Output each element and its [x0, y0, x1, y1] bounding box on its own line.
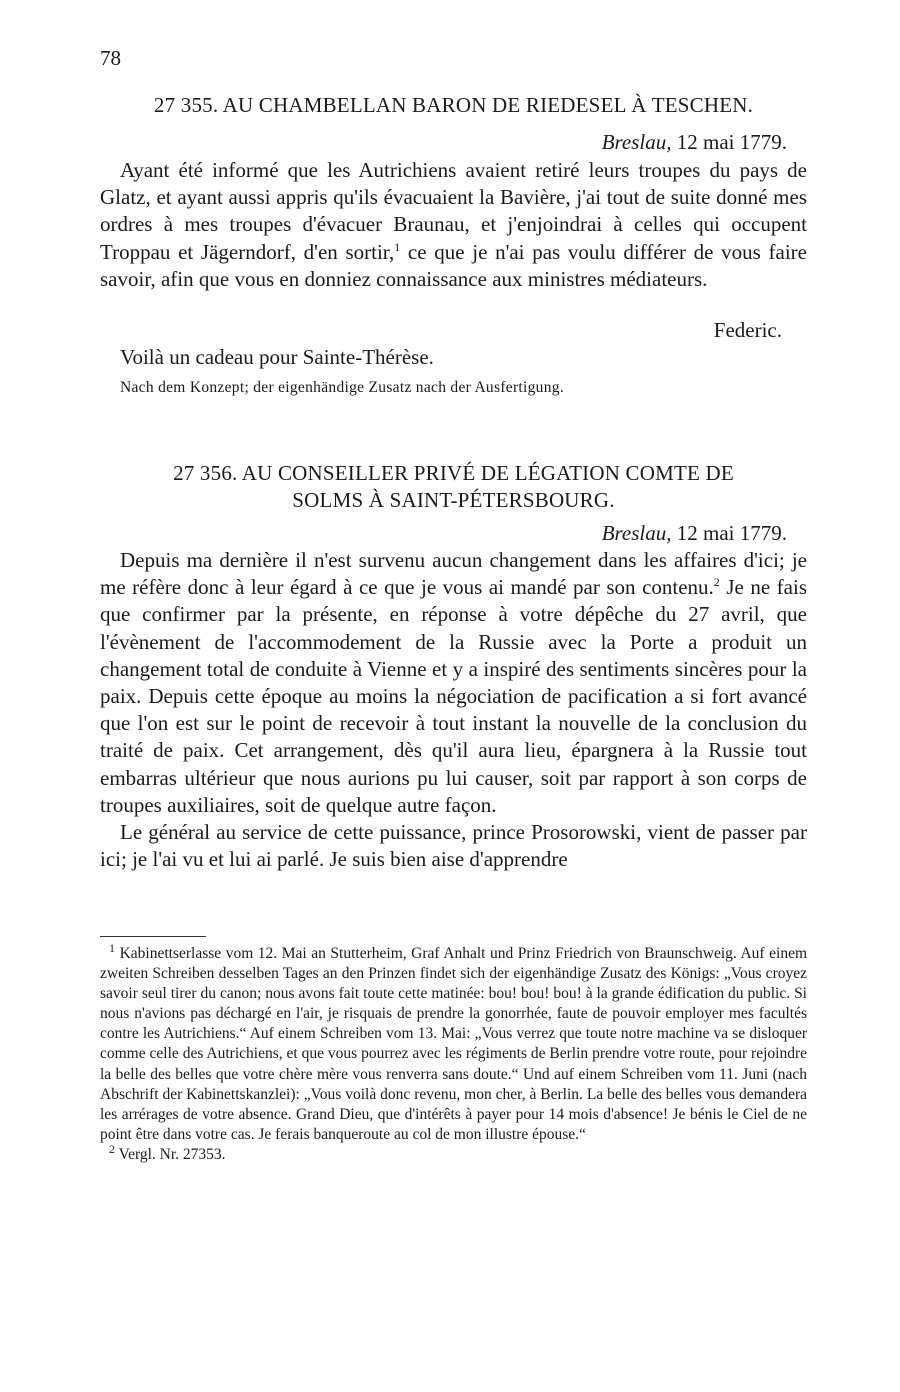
dateline-place: Breslau,: [601, 521, 672, 545]
paragraph: Depuis ma dernière il n'est survenu aucun changement dans les affaires d'ici; je me réfère donc à leur égard à ce que je vous ai mandé par son contenu.$^2$ Je ne fais que confirmer par la présente, en réponse à votre dépêche du 27 avril, que l'évènement de l'accommodement de la Russie avec la Porte a produit un changement total de conduite à Vienne et y a inspiré des sentiments sincères pour la paix. Depuis cette époque au moins la négociation de pacification a si fort avancé que l'on est sur le point de recevoir à tout instant la nouvelle de la conclusion du traité de paix. Cet arrangement, dès qu'il aura lieu, épargnera à la Russie tout embarras ultérieur que nous aurions pu lui causer, soit par rapport à son corps de troupes auxiliaires, soit de quelque autre façon.: [100, 548, 807, 817]
letter-heading-continued: SOLMS À SAINT-PÉTERSBOURG.: [292, 488, 615, 512]
letter-body: [100, 157, 807, 293]
footnote: $^1$ Kabinettserlasse vom 12. Mai an Stutterheim, Graf Anhalt und Prinz Friedrich von Braunschweig. Auf einem zweiten Schreiben desselben Tages an den Prinzen findet sich der eigenhändige Zusatz des Königs: „Vous croyez savoir seul tirer du canon; nous avons fait toute cette matinée: bou! bou! bou! à la grande édification du public. Si nous n'avions pas déchargé en l'air, je risquais de prendre la gonorrhée, faute de pouvoir employer mes facultés contre les Autrichiens.“ Auf einem Schreiben vom 13. Mai: „Vous verrez que toute notre machine va se disloquer comme celle des Autrichiens, et que vous pourrez avec les régiments de Berlin prendre votre route, pour rejoindre la belle des belles que votre chère mère vous renverra sans doute.“ Und auf einem Schreiben vom 11. Juni (nach Abschrift der Kabinettskanzlei): „Vous voilà donc revenu, mon cher, à Berlin. La belle des belles vous demandera les arrérages de votre absence. Grand Dieu, que d'intérêts à payer pour 14 mois d'absence! Je bénis le Ciel de ne point être dans votre cas. Je ferais banqueroute au col de mon illustre épouse.“: [100, 940, 808, 1143]
footnote-mark: 2: [109, 1141, 115, 1156]
signature: Federic.: [713, 318, 782, 342]
letter-dateline: [602, 521, 787, 546]
letter-body: [100, 547, 807, 873]
dateline-place: Breslau,: [601, 130, 672, 154]
source-note: Nach dem Konzept; der eigenhändige Zusatz nach der Ausfertigung.: [120, 379, 565, 396]
footnote-ref: 1: [394, 239, 401, 254]
footnote: $^2$ Vergl. Nr. 27353.: [109, 1141, 226, 1163]
dateline-date: 12 mai 1779.: [676, 130, 787, 154]
page-number: 78: [100, 46, 121, 70]
letter-dateline: [602, 130, 787, 155]
letter-heading: 27 355. AU CHAMBELLAN BARON DE RIEDESEL À TESCHEN.: [153, 93, 754, 117]
footnote-rule: [100, 936, 206, 937]
footnote-ref: 2: [713, 575, 720, 590]
footnotes: [100, 940, 808, 1165]
paragraph: Le général au service de cette puissance, prince Prosorowski, vient de passer par ici; je l'ai vu et lui ai parlé. Je suis bien aise d'apprendre: [100, 820, 807, 872]
footnote-mark: 1: [109, 940, 115, 955]
dateline-date: 12 mai 1779.: [676, 521, 787, 545]
paragraph: Ayant été informé que les Autrichiens avaient retiré leurs troupes du pays de Glatz, et ayant aussi appris qu'ils évacuaient la Bavière, j'ai tout de suite donné mes ordres à mes troupes d'évacuer Braunau, et j'enjoindrai à celles qui occupent Troppau et Jägerndorf, d'en sortir,$^1$ ce que je n'ai pas voulu différer de vous faire savoir, afin que vous en donniez connaissance aux ministres médiateurs.: [100, 158, 807, 291]
postscript: Voilà un cadeau pour Sainte-Thérèse.: [120, 345, 434, 369]
letter-heading: 27 356. AU CONSEILLER PRIVÉ DE LÉGATION COMTE DE: [173, 461, 734, 485]
